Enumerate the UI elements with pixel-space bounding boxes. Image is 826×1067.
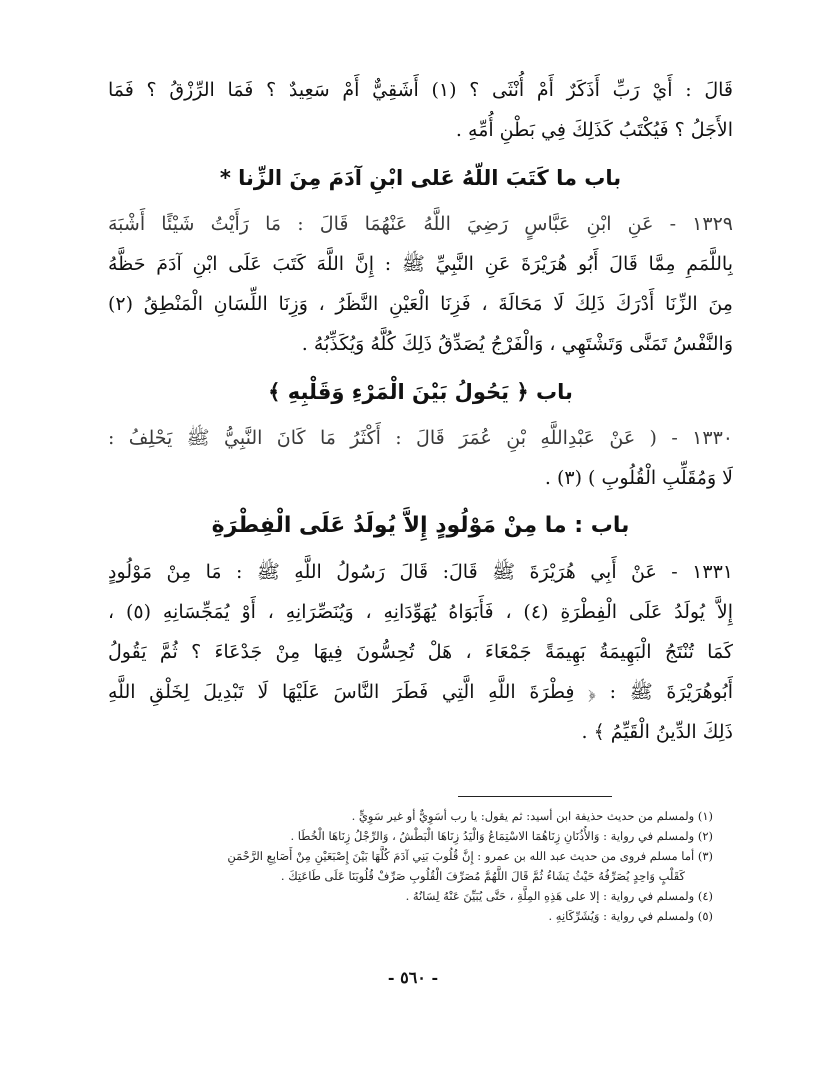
hadith-line: وَالنَّفْسُ تَمَنَّى وَتَشْتَهِي ، وَالْفَرْجُ يُصَدِّقُ ذَلِكَ كُلَّهُ وَيُكَذِّبُهُ .: [301, 333, 733, 355]
hadith-line: مِنَ الزِّنَا أَدْرَكَ ذَلِكَ لَا مَحَالَةَ ، فَزِنَا الْعَيْنِ النَّظَرُ ، وَزِنَا اللِّسَانِ الْمَنْطِقُ (٢): [108, 293, 733, 315]
footnote-continuation: كَقَلْبٍ وَاحِدٍ يُصَرِّفُهُ حَيْثُ يَشَاءُ ثُمَّ قَالَ اللَّهُمَّ مُصَرِّفَ الْقُلُوبِ صَرِّفْ قُلُوبَنَا عَلَى طَاعَتِكَ .: [280, 869, 685, 883]
footnote: (٢) ولمسلم في رواية : وَالأُذُنَانِ زِنَاهُمَا الاسْتِمَاعُ وَالْيَدُ زِنَاهَا الْبَطْشُ ، وَالرِّجْلُ زِنَاهَا الْخُطَا .: [290, 829, 713, 843]
footnote: (٣) أما مسلم فروى من حديث عبد الله بن عمرو : إِنَّ قُلُوبَ بَنِي آدَمَ كُلَّهَا بَيْنَ إِصْبَعَيْنِ مِنْ أَصَابِعِ الرَّحْمَنِ: [227, 849, 713, 863]
footnotes: [115, 806, 713, 926]
hadith-line: لَا وَمُقَلِّبِ الْقُلُوبِ ) (٣) .: [544, 467, 733, 489]
footnote: (١) ولمسلم من حديث حذيفة ابن أسيد: ثم يقول: يا رب أسَوِيٌّ أو غير سَوِيٍّ .: [351, 809, 713, 823]
footnote: (٤) ولمسلم في رواية : إلا على هَذِهِ المِلَّةِ ، حَتَّى يُبَيِّنَ عَنْهُ لِسَانُهُ .: [405, 889, 713, 903]
hadith-line: ١٣٢٩ - عَنِ ابْنِ عَبَّاسٍ رَضِيَ اللَّهُ عَنْهُمَا قَالَ : مَا رَأَيْتُ شَيْئًا أَشْبَهَ: [108, 213, 733, 235]
text-line: قَالَ : أَيْ رَبِّ أَذَكَرٌ أَمْ أُنْثَى ؟ (١) أَشَقِيٌّ أَمْ سَعِيدٌ ؟ فَمَا الرِّزْقُ ؟ فَمَا: [108, 79, 733, 101]
page-number: - ٥٦٠ -: [387, 968, 439, 987]
hadith-line: ١٣٣٠ - ( عَنْ عَبْدِاللَّهِ بْنِ عُمَرَ قَالَ : أَكْثَرُ مَا كَانَ النَّبِيُّ ﷺ يَحْلِفُ :: [108, 427, 733, 449]
chapter-heading: باب ﴿ يَحُولُ بَيْنَ الْمَرْءِ وَقَلْبِهِ ﴾: [268, 380, 573, 404]
hadith-line: بِاللَّمَمِ مِمَّا قَالَ أَبُو هُرَيْرَةَ عَنِ النَّبِيِّ ﷺ : إِنَّ اللَّهَ كَتَبَ عَلَى ابْنِ آدَمَ حَظَّهُ: [108, 253, 733, 275]
text-line: الأَجَلُ ؟ فَيُكْتَبُ كَذَلِكَ فِي بَطْنِ أُمِّهِ .: [455, 119, 733, 141]
hadith-line: كَمَا تُنْتَجُ الْبَهِيمَةُ بَهِيمَةً جَمْعَاءَ ، هَلْ تُحِسُّونَ فِيهَا مِنْ جَدْعَاءَ ؟ ثُمَّ يَقُولُ: [108, 641, 733, 663]
chapter-heading: باب ما كَتَبَ اللّهُ عَلى ابْنِ آدَمَ مِنَ الزِّنا *: [219, 166, 622, 190]
chapter-heading: باب : ما مِنْ مَوْلُودٍ إِلاَّ يُولَدُ عَلَى الْفِطْرَةِ: [211, 513, 630, 538]
hadith-line: ١٣٣١ - عَنْ أَبِي هُرَيْرَةَ ﷺ قَالَ: قَالَ رَسُولُ اللَّهِ ﷺ : مَا مِنْ مَوْلُودٍ: [108, 561, 733, 583]
footnote-divider: [458, 796, 612, 797]
hadith-line: ذَلِكَ الدِّينُ الْقَيِّمُ ﴾ .: [581, 721, 733, 743]
main-text: [108, 70, 733, 752]
hadith-line: إِلاَّ يُولَدُ عَلَى الْفِطْرَةِ (٤) ، فَأَبَوَاهُ يُهَوِّدَانِهِ ، وَيُنَصِّرَانِهِ ، أَوْ يُمَجِّسَانِهِ (٥) ،: [108, 601, 733, 623]
hadith-line: أَبُوهُرَيْرَةَ ﷺ : ﴿ فِطْرَةَ اللَّهِ الَّتِي فَطَرَ النَّاسَ عَلَيْهَا لَا تَبْدِيلَ لِخَلْقِ اللَّهِ: [108, 681, 733, 703]
footnote: (٥) ولمسلم في رواية : وَيُشَرِّكَانِهِ .: [548, 909, 713, 923]
